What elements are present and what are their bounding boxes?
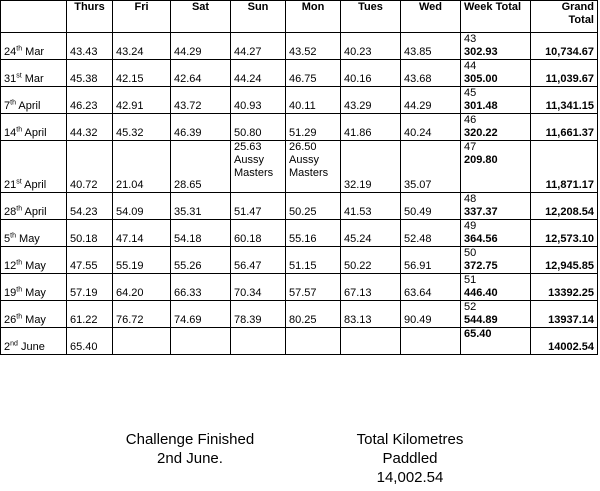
week-number: 47: [464, 141, 477, 153]
km-value: 54.09: [116, 206, 144, 218]
cell-fri: [113, 220, 171, 247]
date-month: April: [24, 127, 47, 139]
km-value: 43.72: [174, 100, 202, 112]
cell-tues: [341, 141, 401, 193]
cell-week-total: [461, 33, 531, 60]
week-number: 50: [464, 247, 477, 259]
table-row: [1, 193, 598, 220]
date-day: 14: [4, 127, 17, 139]
cell-sun: [231, 114, 286, 141]
cell-sun: [231, 301, 286, 328]
km-value: 64.20: [116, 287, 144, 299]
cell-grand-total: 11,341.15: [531, 87, 598, 114]
week-number: 52: [464, 301, 477, 313]
week-total-value: 544.89: [464, 314, 498, 326]
cell-fri: [113, 114, 171, 141]
table-row: [1, 141, 598, 193]
header-sun: Sun: [231, 1, 286, 33]
km-value: 76.72: [116, 314, 144, 326]
row-date: [1, 114, 67, 141]
cell-week-total: [461, 114, 531, 141]
km-value: 35.07: [404, 179, 432, 191]
cell-sat: [171, 114, 231, 141]
km-value: 26.50: [289, 141, 317, 153]
cell-tues: [341, 328, 401, 355]
km-value: 43.52: [289, 46, 317, 58]
cell-mon: [286, 87, 341, 114]
km-value: 90.49: [404, 314, 432, 326]
cell-thurs: [67, 33, 113, 60]
cell-wed: [401, 87, 461, 114]
km-value: 42.91: [116, 100, 144, 112]
date-month: Mar: [24, 73, 44, 85]
date-suffix: th: [16, 45, 23, 53]
cell-mon: [286, 193, 341, 220]
cell-tues: [341, 60, 401, 87]
cell-grand-total: 11,039.67: [531, 60, 598, 87]
cell-mon: [286, 247, 341, 274]
cell-week-total: [461, 274, 531, 301]
km-value: 40.23: [344, 46, 372, 58]
km-value: 55.19: [116, 260, 144, 272]
footer-left-line1: Challenge Finished: [125, 431, 255, 448]
date-month: May: [25, 287, 46, 299]
date-month: May: [19, 233, 40, 245]
km-value: 40.16: [344, 73, 372, 85]
km-value: 65.40: [70, 341, 98, 353]
cell-wed: [401, 141, 461, 193]
km-value: 44.29: [404, 100, 432, 112]
cell-week-total: [461, 141, 531, 193]
km-value: 40.72: [70, 179, 98, 191]
cell-fri: [113, 274, 171, 301]
header-tues: Tues: [341, 1, 401, 33]
km-value: 44.32: [70, 127, 98, 139]
date-day: 24: [4, 46, 17, 58]
cell-week-total: [461, 60, 531, 87]
table-row: [1, 247, 598, 274]
km-value: 47.14: [116, 233, 144, 245]
date-suffix: th: [16, 286, 23, 294]
week-number: 43: [464, 33, 477, 45]
km-value: 47.55: [70, 260, 98, 272]
km-value: 21.04: [116, 179, 144, 191]
km-value: 51.47: [234, 206, 262, 218]
cell-sat: [171, 60, 231, 87]
cell-sun: [231, 141, 286, 193]
km-value: 41.53: [344, 206, 372, 218]
date-month: April: [18, 100, 41, 112]
km-value: 55.26: [174, 260, 202, 272]
km-value: 55.16: [289, 233, 317, 245]
date-day: 12: [4, 260, 17, 272]
km-value: 66.33: [174, 287, 202, 299]
cell-wed: [401, 60, 461, 87]
km-value: 74.69: [174, 314, 202, 326]
cell-tues: [341, 301, 401, 328]
cell-sun: [231, 33, 286, 60]
cell-sun: [231, 193, 286, 220]
header-week-total: Week Total: [461, 1, 531, 33]
cell-sat: [171, 301, 231, 328]
km-value: 40.11: [289, 100, 316, 112]
km-value: 44.27: [234, 46, 262, 58]
cell-tues: [341, 33, 401, 60]
cell-thurs: [67, 247, 113, 274]
table-row: [1, 87, 598, 114]
week-total-value: 301.48: [464, 100, 498, 112]
cell-tues: [341, 247, 401, 274]
km-value: 78.39: [234, 314, 262, 326]
cell-wed: [401, 328, 461, 355]
grand-total-header-line2: Total: [568, 14, 594, 26]
header-fri: Fri: [113, 1, 171, 33]
cell-sat: [171, 193, 231, 220]
date-suffix: st: [16, 178, 22, 186]
week-number: 48: [464, 193, 477, 205]
km-value: 56.47: [234, 260, 262, 272]
week-total-value: 372.75: [464, 260, 498, 272]
event-note: Aussy: [289, 154, 319, 166]
cell-wed: [401, 247, 461, 274]
km-value: 40.24: [404, 127, 432, 139]
km-value: 45.32: [116, 127, 144, 139]
km-value: 57.19: [70, 287, 98, 299]
km-value: 25.63: [234, 141, 262, 153]
km-value: 32.19: [344, 179, 372, 191]
table-row: [1, 301, 598, 328]
total-km-note: [345, 430, 475, 487]
km-value: 54.23: [70, 206, 98, 218]
cell-week-total: [461, 87, 531, 114]
km-value: 44.24: [234, 73, 262, 85]
row-date: [1, 220, 67, 247]
cell-fri: [113, 87, 171, 114]
date-month: May: [25, 314, 46, 326]
km-value: 56.91: [404, 260, 432, 272]
event-note: Masters: [289, 167, 329, 179]
week-total-value: 302.93: [464, 46, 498, 58]
km-value: 43.68: [404, 73, 432, 85]
km-value: 40.93: [234, 100, 262, 112]
cell-fri: [113, 193, 171, 220]
week-number: 44: [464, 60, 477, 72]
date-day: 26: [4, 314, 17, 326]
cell-tues: [341, 87, 401, 114]
table-row: [1, 274, 598, 301]
row-date: [1, 87, 67, 114]
week-number: 46: [464, 114, 477, 126]
week-total-value: 446.40: [464, 287, 498, 299]
footer-left-line2: 2nd June.: [157, 450, 223, 467]
date-suffix: st: [16, 72, 22, 80]
cell-grand-total: 12,945.85: [531, 247, 598, 274]
week-total-value: 65.40: [464, 328, 492, 340]
cell-wed: [401, 114, 461, 141]
row-date: [1, 193, 67, 220]
cell-thurs: [67, 301, 113, 328]
cell-tues: [341, 193, 401, 220]
cell-fri: [113, 60, 171, 87]
row-date: [1, 33, 67, 60]
cell-wed: [401, 33, 461, 60]
header-mon: Mon: [286, 1, 341, 33]
km-value: 50.22: [344, 260, 372, 272]
date-suffix: th: [16, 259, 23, 267]
date-month: Mar: [25, 46, 45, 58]
km-value: 51.15: [289, 260, 317, 272]
date-day: 28: [4, 206, 17, 218]
km-value: 80.25: [289, 314, 317, 326]
cell-sat: [171, 33, 231, 60]
cell-thurs: [67, 274, 113, 301]
cell-sun: [231, 328, 286, 355]
row-date: [1, 247, 67, 274]
cell-fri: [113, 33, 171, 60]
cell-sun: [231, 60, 286, 87]
cell-sat: [171, 87, 231, 114]
date-month: April: [24, 179, 47, 191]
cell-mon: [286, 328, 341, 355]
row-date: [1, 141, 67, 193]
km-value: 63.64: [404, 287, 432, 299]
footer-right-line2: Paddled: [382, 450, 438, 467]
cell-sat: [171, 220, 231, 247]
cell-fri: [113, 301, 171, 328]
cell-mon: [286, 220, 341, 247]
date-day: 19: [4, 287, 17, 299]
row-date: [1, 301, 67, 328]
table-row: [1, 328, 598, 355]
km-value: 67.13: [344, 287, 372, 299]
cell-thurs: [67, 328, 113, 355]
cell-wed: [401, 193, 461, 220]
cell-week-total: [461, 328, 531, 355]
week-total-value: 305.00: [464, 73, 498, 85]
km-value: 43.29: [344, 100, 372, 112]
cell-sun: [231, 220, 286, 247]
cell-mon: [286, 301, 341, 328]
cell-mon: [286, 114, 341, 141]
km-value: 45.38: [70, 73, 98, 85]
km-value: 70.34: [234, 287, 262, 299]
cell-sat: [171, 274, 231, 301]
cell-thurs: [67, 193, 113, 220]
header-row: [1, 1, 598, 33]
cell-wed: [401, 301, 461, 328]
cell-tues: [341, 274, 401, 301]
date-suffix: th: [10, 232, 16, 240]
footer-right-line1: Total Kilometres: [356, 431, 464, 448]
km-value: 35.31: [174, 206, 202, 218]
cell-sun: [231, 87, 286, 114]
cell-thurs: [67, 141, 113, 193]
cell-grand-total: 13937.14: [531, 301, 598, 328]
cell-grand-total: 14002.54: [531, 328, 598, 355]
cell-sat: [171, 141, 231, 193]
cell-week-total: [461, 193, 531, 220]
km-value: 41.86: [344, 127, 372, 139]
cell-mon: [286, 60, 341, 87]
km-value: 60.18: [234, 233, 262, 245]
cell-sun: [231, 274, 286, 301]
km-value: 43.24: [116, 46, 144, 58]
week-number: 45: [464, 87, 477, 99]
cell-fri: [113, 328, 171, 355]
km-value: 57.57: [289, 287, 317, 299]
header-date: [1, 1, 67, 33]
cell-grand-total: 12,573.10: [531, 220, 598, 247]
km-value: 45.24: [344, 233, 372, 245]
event-note: Masters: [234, 167, 274, 179]
km-value: 43.43: [70, 46, 98, 58]
cell-fri: [113, 141, 171, 193]
cell-grand-total: 10,734.67: [531, 33, 598, 60]
week-total-value: 320.22: [464, 127, 498, 139]
km-value: 50.25: [289, 206, 317, 218]
table-row: [1, 220, 598, 247]
km-value: 42.15: [116, 73, 144, 85]
km-value: 50.49: [404, 206, 432, 218]
date-suffix: th: [16, 205, 23, 213]
cell-wed: [401, 220, 461, 247]
km-value: 50.18: [70, 233, 98, 245]
cell-thurs: [67, 220, 113, 247]
km-value: 46.75: [289, 73, 317, 85]
row-date: [1, 274, 67, 301]
footer-right-line3: 14,002.54: [376, 469, 444, 486]
date-suffix: th: [16, 313, 23, 321]
week-total-value: 209.80: [464, 154, 498, 166]
date-day: 21: [4, 179, 17, 191]
cell-tues: [341, 220, 401, 247]
header-sat: Sat: [171, 1, 231, 33]
event-note: Aussy: [234, 154, 264, 166]
km-value: 50.80: [234, 127, 262, 139]
date-month: April: [24, 206, 47, 218]
date-day: 2: [4, 341, 11, 353]
cell-wed: [401, 274, 461, 301]
week-total-value: 364.56: [464, 233, 498, 245]
cell-grand-total: 11,661.37: [531, 114, 598, 141]
km-value: 61.22: [70, 314, 98, 326]
table-row: [1, 114, 598, 141]
km-value: 46.23: [70, 100, 98, 112]
km-value: 52.48: [404, 233, 432, 245]
cell-thurs: [67, 114, 113, 141]
header-thurs: Thurs: [67, 1, 113, 33]
cell-week-total: [461, 220, 531, 247]
date-suffix: th: [16, 126, 23, 134]
cell-week-total: [461, 301, 531, 328]
cell-sat: [171, 247, 231, 274]
km-value: 54.18: [174, 233, 202, 245]
km-value: 43.85: [404, 46, 432, 58]
date-suffix: th: [10, 99, 16, 107]
date-suffix: nd: [10, 340, 18, 348]
cell-mon: [286, 141, 341, 193]
km-value: 28.65: [174, 179, 202, 191]
row-date: [1, 328, 67, 355]
row-date: [1, 60, 67, 87]
week-number: 51: [464, 274, 477, 286]
date-month: June: [20, 341, 45, 353]
week-number: 49: [464, 220, 477, 232]
km-value: 83.13: [344, 314, 372, 326]
week-total-value: 337.37: [464, 206, 498, 218]
cell-mon: [286, 33, 341, 60]
date-month: May: [25, 260, 46, 272]
header-grand-total: [531, 1, 598, 33]
date-day: 5: [4, 233, 11, 245]
cell-thurs: [67, 60, 113, 87]
date-day: 7: [4, 100, 11, 112]
cell-grand-total: 11,871.17: [531, 141, 598, 193]
cell-sun: [231, 247, 286, 274]
cell-week-total: [461, 247, 531, 274]
km-value: 42.64: [174, 73, 202, 85]
cell-sat: [171, 328, 231, 355]
cell-tues: [341, 114, 401, 141]
cell-grand-total: 13392.25: [531, 274, 598, 301]
km-value: 51.29: [289, 127, 317, 139]
grand-total-header-line1: Grand: [561, 1, 594, 13]
table-row: [1, 33, 598, 60]
km-value: 44.29: [174, 46, 202, 58]
header-wed: Wed: [401, 1, 461, 33]
km-value: 46.39: [174, 127, 202, 139]
challenge-finished-note: [110, 430, 270, 468]
table-row: [1, 60, 598, 87]
cell-grand-total: 12,208.54: [531, 193, 598, 220]
cell-thurs: [67, 87, 113, 114]
date-day: 31: [4, 73, 17, 85]
cell-mon: [286, 274, 341, 301]
cell-fri: [113, 247, 171, 274]
